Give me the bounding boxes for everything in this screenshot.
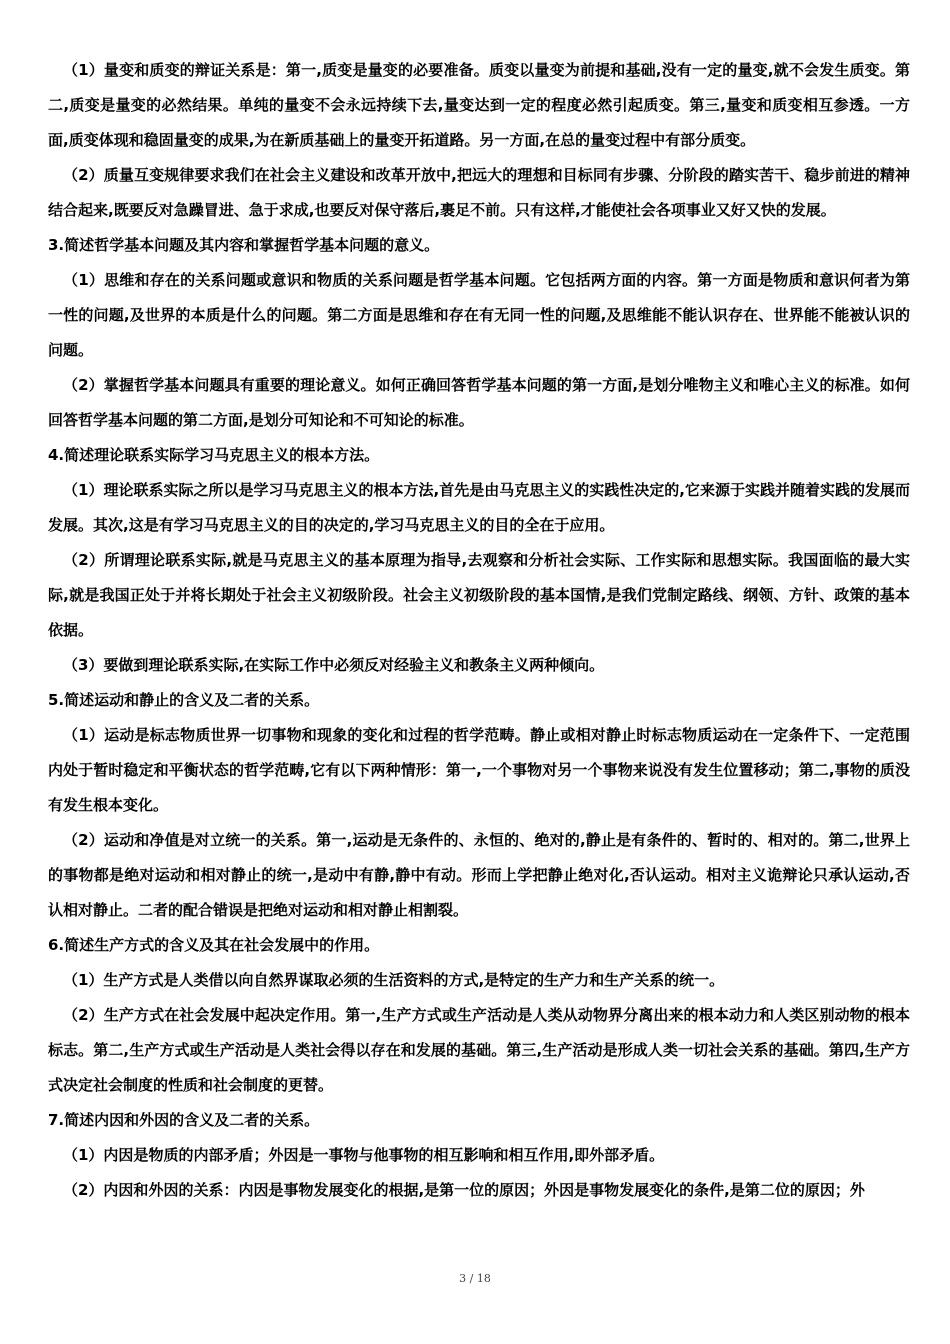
question-heading-4: 4.简述理论联系实际学习马克思主义的根本方法。 xyxy=(48,446,380,464)
paragraph-motion-rest-relation: （2）运动和净值是对立统一的关系。第一,运动是无条件的、永恒的、绝对的,静止是有条件的、暂时的、相对的。第二,世界上的事物都是绝对运动和相对静止的统一,是动中有静,静中有动。形而上学把静止绝对化,否认运动。相对主义诡辩论只承认运动,否认相对静止。二者的配合错误是把绝对运动和相对静止相割裂。 xyxy=(48,831,910,919)
paragraph-theory-practice-1: （1）理论联系实际之所以是学习马克思主义的根本方法,首先是由马克思主义的实践性决定的,它来源于实践并随着实践的发展而发展。其次,这是有学习马克思主义的目的决定的,学习马克思主义的目的全在于应用。 xyxy=(48,481,910,534)
page-number: 3 / 18 xyxy=(459,1272,491,1285)
paragraph-basic-question-significance: （2）掌握哲学基本问题具有重要的理论意义。如何正确回答哲学基本问题的第一方面,是划分唯物主义和唯心主义的标准。如何回答哲学基本问题的第二方面,是划分可知论和不可知论的标准。 xyxy=(48,376,910,429)
paragraph-theory-practice-3: （3）要做到理论联系实际,在实际工作中必须反对经验主义和教条主义两种倾向。 xyxy=(63,656,605,674)
paragraph-quantity-quality-relation: （1）量变和质变的辩证关系是：第一,质变是量变的必要准备。质变以量变为前提和基础,没有一定的量变,就不会发生质变。第二,质变是量变的必然结果。单纯的量变不会永远持续下去,量变达到一定的程度必然引起质变。第三,量变和质变相互参透。一方面,质变体现和稳固量变的成果,为在新质基础上的量变开拓道路。另一方面,在总的量变过程中有部分质变。 xyxy=(48,61,910,149)
paragraph-internal-external-relation: （2）内因和外因的关系：内因是事物发展变化的根据,是第一位的原因；外因是事物发展变化的条件,是第二位的原因；外 xyxy=(63,1181,865,1199)
paragraph-theory-practice-2: （2）所谓理论联系实际,就是马克思主义的基本原理为指导,去观察和分析社会实际、工作实际和思想实际。我国面临的最大实际,就是我国正处于并将长期处于社会主义初级阶段。社会主义初级阶段的基本国情,是我们党制定路线、纲领、方针、政策的基本依据。 xyxy=(48,551,910,639)
question-heading-6: 6.简述生产方式的含义及其在社会发展中的作用。 xyxy=(48,936,380,954)
question-heading-3: 3.简述哲学基本问题及其内容和掌握哲学基本问题的意义。 xyxy=(48,236,440,254)
paragraph-basic-question-content: （1）思维和存在的关系问题或意识和物质的关系问题是哲学基本问题。它包括两方面的内容。第一方面是物质和意识何者为第一性的问题,及世界的本质是什么的问题。第二方面是思维和存在有无同一性的问题,及思维能不能认识存在、世界能不能被认识的问题。 xyxy=(48,271,910,359)
paragraph-internal-external-definition: （1）内因是物质的内部矛盾；外因是一事物与他事物的相互影响和相互作用,即外部矛盾。 xyxy=(63,1146,665,1164)
paragraph-production-mode-role: （2）生产方式在社会发展中起决定作用。第一,生产方式或生产活动是人类从动物界分离出来的根本动力和人类区别动物的根本标志。第二,生产方式或生产活动是人类社会得以存在和发展的基础。第三,生产活动是形成人类一切社会关系的基础。第四,生产方式决定社会制度的性质和社会制度的更替。 xyxy=(48,1006,910,1094)
question-heading-7: 7.简述内因和外因的含义及二者的关系。 xyxy=(48,1111,320,1129)
paragraph-production-mode-definition: （1）生产方式是人类借以向自然界谋取必须的生活资料的方式,是特定的生产力和生产关系的统一。 xyxy=(63,971,725,989)
paragraph-quantity-quality-law: （2）质量互变规律要求我们在社会主义建设和改革开放中,把远大的理想和目标同有步骤、分阶段的踏实苦干、稳步前进的精神结合起来,既要反对急躁冒进、急于求成,也要反对保守落后,裹足不前。只有这样,才能使社会各项事业又好又快的发展。 xyxy=(48,166,910,219)
paragraph-motion-rest-definition: （1）运动是标志物质世界一切事物和现象的变化和过程的哲学范畴。静止或相对静止时标志物质运动在一定条件下、一定范围内处于暂时稳定和平衡状态的哲学范畴,它有以下两种情形：第一,一个事物对另一个事物来说没有发生位置移动；第二,事物的质没有发生根本变化。 xyxy=(48,726,910,814)
question-heading-5: 5.简述运动和静止的含义及二者的关系。 xyxy=(48,691,320,709)
